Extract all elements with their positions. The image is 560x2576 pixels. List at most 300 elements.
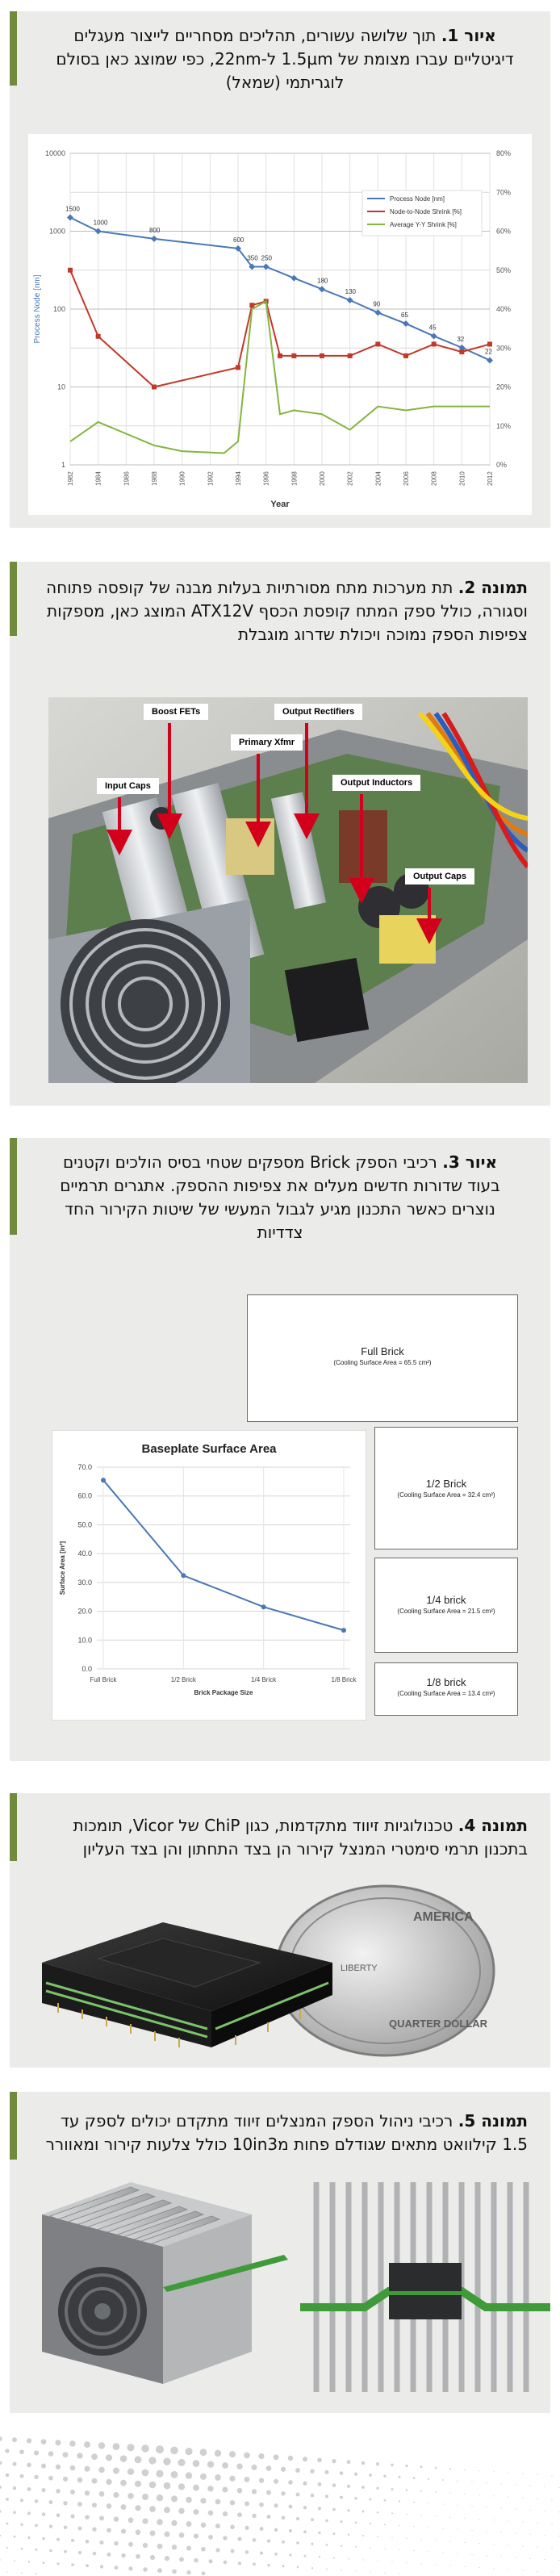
pattern-dot	[77, 2478, 83, 2483]
pattern-dot	[0, 2436, 2, 2441]
pattern-dot	[55, 2440, 61, 2445]
pattern-dot	[464, 2469, 466, 2471]
data-label: 180	[317, 277, 328, 285]
pattern-dot	[515, 2484, 516, 2485]
data-point	[278, 353, 282, 358]
pattern-dot	[120, 2480, 127, 2486]
caption-label: איור 1.	[441, 26, 496, 45]
pattern-dot	[179, 2532, 185, 2538]
pattern-dot	[311, 2567, 313, 2569]
pattern-dot	[114, 2516, 119, 2521]
pattern-dot	[41, 2488, 45, 2492]
label-boost-fets: Boost FETs	[144, 704, 208, 720]
x-tick-label: 1998	[290, 471, 299, 486]
pattern-dot	[107, 2528, 111, 2533]
pattern-dot	[266, 2490, 271, 2495]
pattern-dot	[464, 2518, 465, 2519]
pattern-dot	[13, 2511, 16, 2514]
y-axis-label: Surface Area [in²]	[59, 1541, 66, 1595]
figure-2-card	[10, 562, 550, 1106]
pattern-dot	[113, 2443, 120, 2450]
pattern-dot	[317, 2458, 322, 2463]
pattern-dot	[318, 2532, 320, 2534]
data-point	[181, 1573, 186, 1578]
pattern-dot	[333, 2557, 335, 2559]
box-title: 1/4 brick	[426, 1594, 466, 1606]
pattern-dot	[78, 2551, 81, 2554]
pattern-dot	[142, 2469, 149, 2477]
pattern-dot	[128, 2542, 133, 2547]
pattern-dot	[127, 2469, 134, 2475]
pattern-dot	[150, 2531, 156, 2536]
pattern-dot	[186, 2546, 191, 2551]
data-label: 90	[373, 300, 381, 308]
pattern-dot	[391, 2537, 392, 2538]
pattern-dot	[98, 2442, 105, 2448]
y-tick-label: 10.0	[77, 1636, 92, 1645]
pattern-dot	[289, 2553, 291, 2556]
pattern-dot	[310, 2469, 314, 2473]
pattern-dot	[274, 2503, 278, 2507]
pattern-dot	[6, 2547, 8, 2549]
pattern-dot	[391, 2561, 392, 2562]
pattern-dot	[324, 2470, 328, 2474]
pattern-dot	[208, 2535, 213, 2540]
box-subtitle: (Cooling Surface Area = 65.5 cm²)	[333, 1359, 432, 1366]
pattern-dot	[63, 2452, 69, 2457]
pattern-dot	[128, 2517, 134, 2523]
x-tick-label: 1994	[235, 471, 242, 486]
pattern-dot	[318, 2507, 321, 2510]
box-subtitle: (Cooling Surface Area = 13.4 cm²)	[397, 1690, 495, 1697]
pattern-dot	[332, 2508, 336, 2511]
legend-entry: Node-to-Node Shrink [%]	[390, 208, 462, 215]
pattern-dot	[486, 2482, 487, 2483]
pattern-dot	[420, 2490, 422, 2492]
pattern-dot	[27, 2463, 31, 2468]
baseplate-chart	[52, 1430, 366, 1721]
pattern-dot	[238, 2561, 241, 2565]
x-tick-label: 1986	[123, 471, 131, 486]
pattern-dot	[486, 2531, 487, 2532]
pattern-dot	[288, 2480, 293, 2485]
pattern-dot	[20, 2524, 23, 2526]
pattern-dot	[165, 2556, 169, 2561]
pattern-dot	[43, 2561, 45, 2564]
x-axis-label: Brick Package Size	[194, 1689, 253, 1696]
pattern-dot	[311, 2494, 315, 2498]
pattern-dot	[193, 2485, 199, 2491]
data-point	[459, 349, 464, 354]
pattern-dot	[164, 2507, 170, 2513]
x-tick-label: 1/8 Brick	[331, 1676, 357, 1683]
caption-text: תוך שלושה עשורים, תהליכים מסחריים לייצור מעגלים דיגיטליים עברו מצומת של 1.5µm ל-22nm, כפי שמוצג כאן בסולם לוגריתמי (שמאל)	[56, 26, 514, 92]
decorative-dot-pattern	[0, 2423, 560, 2576]
pattern-dot	[113, 2468, 119, 2474]
pattern-dot	[171, 2471, 178, 2478]
pattern-dot	[229, 2476, 235, 2482]
pattern-dot	[267, 2564, 270, 2566]
pattern-dot	[64, 2526, 68, 2530]
pattern-dot	[21, 2548, 23, 2550]
pattern-dot	[14, 2560, 15, 2561]
pattern-dot	[0, 2486, 2, 2489]
pattern-dot	[163, 2457, 170, 2465]
right-tick-label: 70%	[496, 188, 512, 197]
pattern-dot	[13, 2486, 16, 2490]
pattern-dot	[107, 2553, 111, 2557]
data-point	[348, 353, 353, 358]
full-brick-box	[247, 1294, 518, 1422]
pattern-dot	[244, 2526, 249, 2530]
pattern-dot	[253, 2538, 257, 2542]
data-label: 800	[149, 226, 161, 234]
pattern-dot	[319, 2556, 320, 2557]
pattern-dot	[500, 2556, 501, 2557]
pattern-dot	[500, 2483, 501, 2484]
pattern-dot	[27, 2536, 30, 2539]
pattern-dot	[0, 2461, 2, 2465]
pattern-dot	[157, 2544, 163, 2549]
pattern-dot	[442, 2503, 443, 2504]
pattern-dot	[127, 2444, 134, 2451]
pattern-dot	[529, 2534, 530, 2535]
pattern-dot	[71, 2563, 74, 2566]
pattern-dot	[266, 2465, 272, 2471]
right-tick-label: 40%	[496, 305, 512, 313]
process-node-chart-svg	[28, 134, 532, 515]
pattern-dot	[178, 2459, 185, 2466]
data-point	[375, 341, 380, 346]
pattern-dot	[92, 2478, 98, 2484]
left-tick-label: 1	[61, 461, 65, 469]
pattern-dot	[529, 2510, 530, 2511]
pattern-dot	[92, 2528, 96, 2532]
pattern-dot	[457, 2505, 458, 2506]
pattern-dot	[121, 2529, 126, 2534]
pattern-dot	[56, 2513, 61, 2517]
pattern-dot	[19, 2449, 24, 2454]
pattern-dot	[282, 2565, 284, 2567]
data-point	[341, 1628, 346, 1633]
pattern-dot	[355, 2546, 357, 2548]
pattern-dot	[222, 2486, 228, 2492]
pattern-dot	[391, 2488, 394, 2490]
pattern-dot	[259, 2503, 264, 2507]
pattern-dot	[295, 2492, 299, 2496]
pattern-dot	[63, 2501, 67, 2505]
pattern-dot	[222, 2462, 228, 2469]
pattern-dot	[544, 2535, 545, 2536]
pattern-dot	[303, 2457, 307, 2461]
pattern-dot	[149, 2506, 156, 2512]
pattern-dot	[6, 2571, 7, 2572]
pattern-dot	[172, 2570, 177, 2574]
pattern-dot	[14, 2536, 16, 2538]
right-tick-label: 60%	[496, 227, 512, 236]
pattern-dot	[6, 2498, 9, 2501]
data-label: 250	[261, 254, 273, 262]
data-point	[291, 353, 296, 358]
quarter-brick-box	[374, 1558, 518, 1653]
data-label: 65	[401, 312, 408, 320]
chip-package-photo	[10, 1874, 550, 2060]
pattern-dot	[281, 2491, 285, 2495]
pattern-dot	[36, 2573, 37, 2574]
pattern-dot	[244, 2477, 250, 2482]
legend-entry: Average Y-Y Shrink [%]	[390, 221, 457, 228]
pattern-dot	[413, 2502, 415, 2503]
pattern-dot	[457, 2553, 458, 2554]
pattern-dot	[6, 2523, 9, 2525]
pattern-dot	[449, 2468, 451, 2469]
pattern-dot	[244, 2501, 249, 2506]
pattern-dot	[6, 2474, 10, 2478]
chart-title: Baseplate Surface Area	[141, 1442, 277, 1456]
label-input-caps: Input Caps	[97, 778, 159, 794]
figure-2-caption	[42, 576, 528, 646]
pattern-dot	[186, 2570, 190, 2574]
pattern-dot	[200, 2498, 206, 2503]
baseplate-chart-svg	[52, 1430, 366, 1721]
pattern-dot	[179, 2557, 184, 2561]
pattern-dot	[35, 2499, 39, 2503]
label-output-inductors: Output Inductors	[332, 775, 420, 791]
pattern-dot	[361, 2461, 365, 2465]
caption-label: תמונה 2.	[458, 578, 528, 597]
label-output-rectifiers: Output Rectifiers	[274, 704, 362, 720]
pattern-dot	[383, 2474, 386, 2477]
pattern-dot	[34, 2475, 38, 2479]
pattern-dot	[355, 2570, 356, 2571]
pattern-dot	[12, 2462, 16, 2466]
pattern-dot	[529, 2558, 530, 2559]
pattern-dot	[558, 2511, 559, 2512]
pattern-dot	[340, 2520, 342, 2523]
pattern-dot	[303, 2530, 307, 2533]
pattern-dot	[35, 2524, 38, 2528]
data-label: 1500	[65, 205, 80, 213]
coin-text-left: LIBERTY	[341, 1963, 378, 1973]
y-tick-label: 50.0	[77, 1520, 92, 1529]
figure-3-caption	[45, 1151, 515, 1244]
x-axis-label: Year	[270, 500, 290, 509]
pattern-dot	[207, 2461, 214, 2468]
pattern-dot	[457, 2480, 458, 2481]
x-tick-label: 1990	[178, 471, 186, 486]
pattern-dot	[449, 2517, 450, 2518]
pattern-dot	[370, 2523, 371, 2524]
pattern-dot	[289, 2505, 293, 2509]
data-point	[249, 303, 254, 307]
pattern-dot	[92, 2503, 97, 2507]
pattern-dot	[27, 2438, 31, 2443]
pattern-dot	[20, 2474, 24, 2478]
pattern-dot	[135, 2505, 140, 2511]
pattern-dot	[398, 2476, 400, 2478]
pattern-dot	[12, 2437, 17, 2442]
pattern-dot	[99, 2491, 105, 2497]
pattern-dot	[36, 2549, 38, 2551]
pattern-dot	[551, 2572, 552, 2573]
pattern-dot	[471, 2506, 472, 2507]
pattern-dot	[208, 2559, 212, 2563]
box-title: 1/8 brick	[426, 1676, 466, 1688]
pattern-dot	[170, 2447, 178, 2455]
pattern-dot	[71, 2539, 74, 2542]
pattern-dot	[244, 2453, 250, 2459]
pattern-dot	[413, 2526, 414, 2527]
x-tick-label: 1982	[67, 471, 74, 486]
pattern-dot	[449, 2541, 450, 2542]
figure-3-card	[10, 1138, 550, 1761]
pattern-dot	[201, 2523, 206, 2528]
pattern-dot	[464, 2542, 465, 2543]
pattern-dot	[464, 2566, 465, 2567]
right-tick-label: 0%	[496, 461, 508, 469]
pattern-dot	[252, 2514, 256, 2518]
pattern-dot	[230, 2524, 235, 2529]
x-tick-label: 1996	[262, 471, 270, 486]
box-title: Full Brick	[361, 1345, 404, 1357]
pattern-dot	[304, 2555, 307, 2557]
power-supply-photo	[48, 697, 528, 1083]
y-tick-label: 40.0	[77, 1549, 92, 1558]
pattern-dot	[49, 2525, 52, 2528]
x-tick-label: 2002	[346, 471, 354, 486]
pattern-dot	[325, 2520, 328, 2522]
pattern-dot	[333, 2532, 336, 2535]
pattern-dot	[113, 2492, 119, 2498]
data-point	[432, 341, 437, 346]
pattern-dot	[186, 2497, 192, 2503]
pattern-dot	[544, 2559, 545, 2560]
pattern-dot	[369, 2498, 371, 2500]
pattern-dot	[0, 2559, 1, 2561]
pattern-dot	[471, 2554, 472, 2555]
pattern-dot	[377, 2511, 378, 2513]
pattern-dot	[332, 2483, 336, 2486]
data-point	[261, 1604, 266, 1609]
left-tick-label: 10000	[44, 149, 65, 157]
pattern-dot	[223, 2536, 227, 2540]
pattern-dot	[215, 2450, 221, 2457]
pattern-dot	[231, 2549, 235, 2553]
x-tick-label: 2006	[403, 471, 410, 486]
right-tick-label: 50%	[496, 266, 512, 274]
y-tick-label: 70.0	[77, 1463, 92, 1471]
pattern-dot	[318, 2482, 322, 2486]
pattern-dot	[355, 2521, 357, 2524]
pattern-dot	[215, 2474, 221, 2481]
x-tick-label: 2000	[319, 471, 326, 486]
pattern-dot	[281, 2467, 286, 2472]
pattern-dot	[406, 2538, 407, 2539]
pattern-dot	[442, 2552, 443, 2553]
x-tick-label: 1988	[151, 471, 158, 486]
pattern-dot	[156, 2445, 164, 2453]
pattern-dot	[157, 2519, 163, 2525]
pattern-dot	[303, 2506, 307, 2509]
pattern-dot	[493, 2544, 494, 2545]
pattern-dot	[311, 2518, 314, 2521]
pattern-dot	[384, 2499, 387, 2502]
pattern-dot	[522, 2570, 523, 2571]
pattern-dot	[362, 2559, 363, 2560]
pattern-dot	[428, 2478, 429, 2480]
pattern-dot	[341, 2545, 342, 2546]
pattern-dot	[340, 2471, 344, 2475]
label-primary-xfmr: Primary Xfmr	[231, 734, 303, 751]
data-label: 600	[233, 236, 244, 244]
pattern-dot	[522, 2498, 523, 2499]
legend-entry: Process Node [nm]	[390, 195, 445, 203]
x-tick-label: 2012	[487, 471, 494, 486]
pattern-dot	[70, 2490, 75, 2494]
pattern-dot	[56, 2538, 60, 2541]
pattern-dot	[376, 2487, 378, 2490]
pattern-dot	[186, 2521, 192, 2527]
pattern-dot	[493, 2568, 494, 2569]
pattern-dot	[157, 2568, 162, 2573]
pattern-dot	[406, 2514, 407, 2515]
pattern-dot	[391, 2464, 394, 2467]
pattern-dot	[413, 2477, 416, 2479]
figure-4-caption	[42, 1814, 528, 1861]
pattern-dot	[406, 2489, 407, 2490]
pattern-dot	[361, 2486, 365, 2489]
figure-5-card	[10, 2092, 550, 2413]
x-tick-label: 2004	[374, 471, 382, 486]
pattern-dot	[41, 2464, 46, 2469]
half-brick-box	[374, 1427, 518, 1549]
pattern-dot	[457, 2529, 458, 2530]
pattern-dot	[171, 2495, 178, 2502]
pattern-dot	[362, 2535, 364, 2536]
pattern-dot	[201, 2547, 206, 2552]
pattern-dot	[354, 2473, 357, 2476]
pattern-dot	[99, 2540, 103, 2545]
pattern-dot	[107, 2503, 112, 2509]
pattern-dot	[224, 2561, 228, 2565]
pattern-dot	[84, 2441, 90, 2448]
pattern-dot	[178, 2508, 184, 2514]
pattern-dot	[252, 2489, 257, 2494]
pattern-dot	[200, 2474, 207, 2480]
pattern-dot	[164, 2482, 171, 2490]
pattern-dot	[399, 2500, 400, 2502]
figure-1-card	[10, 11, 550, 528]
pattern-dot	[121, 2504, 127, 2510]
pattern-dot	[114, 2541, 119, 2546]
pattern-dot	[200, 2448, 207, 2456]
pattern-dot	[354, 2497, 357, 2499]
pattern-dot	[551, 2499, 552, 2500]
y-tick-label: 60.0	[77, 1491, 92, 1500]
pattern-dot	[193, 2460, 200, 2467]
pattern-dot	[207, 2486, 213, 2491]
power-module-photo	[10, 2166, 550, 2408]
pattern-dot	[420, 2563, 421, 2564]
pattern-dot	[377, 2536, 378, 2537]
pattern-dot	[296, 2541, 299, 2544]
x-tick-label: 1/2 Brick	[170, 1676, 196, 1683]
pattern-dot	[442, 2479, 444, 2481]
y-axis-label: Process Node [nm]	[33, 274, 42, 344]
pattern-dot	[194, 2533, 199, 2538]
pattern-dot	[150, 2555, 155, 2560]
pattern-dot	[558, 2487, 559, 2488]
